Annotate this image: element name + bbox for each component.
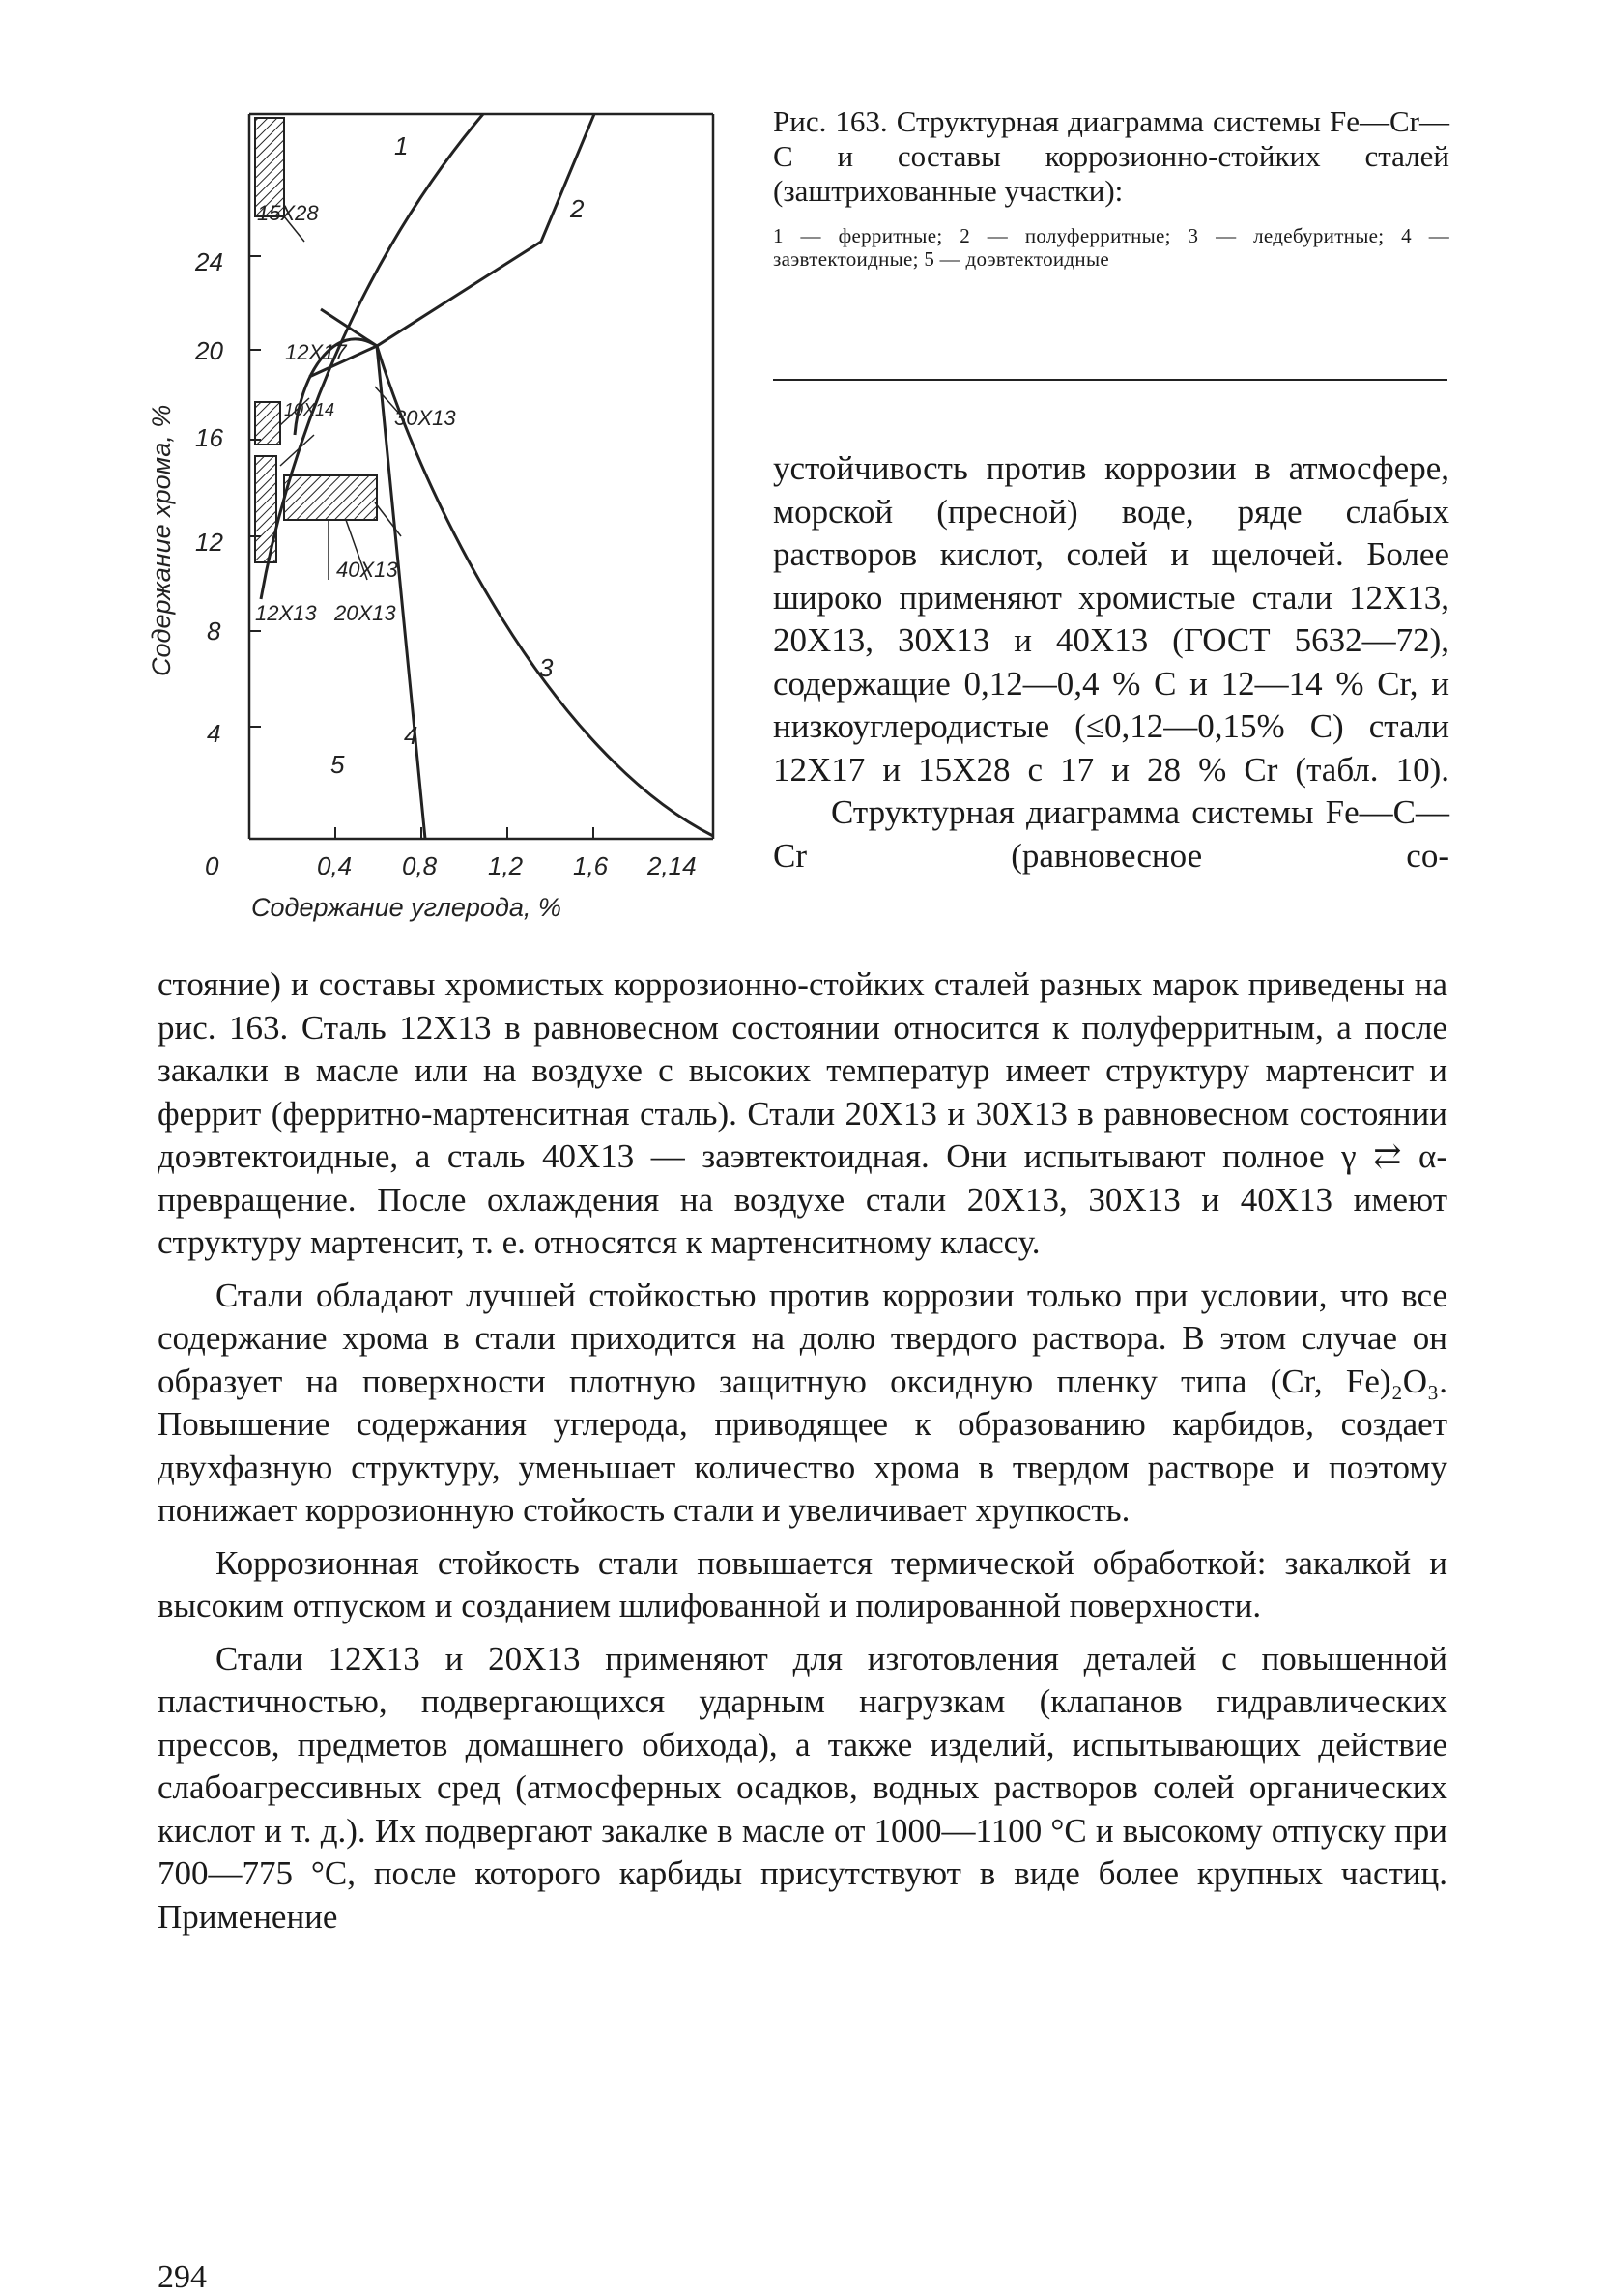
y-axis-label: Содержание хрома, % [147,404,176,676]
paragraph-applications: Стали 12Х13 и 20Х13 применяют для изготовления деталей с повышенной пластичностью, подвергающихся ударным нагрузкам (клапанов гидравлических прессов, предметов домашнего обихода), а также изделий, испытывающих действие слабоагрессивных сред (атмосферных осадков, водных растворов солей органических кислот и т. д.). Их подвергают закалке в масле от 1000—1100 °С и высокому отпуску при 700—775 °С, после которого карбиды присутствуют в виде более крупных частиц. Применение [158,1639,1447,1936]
caption-legend: 1 — ферритные; 2 — полуферритные; 3 — ледебуритные; 4 — заэвтектоидные; 5 — доэвтектоидные [773,224,1449,271]
label-40x13: 40Х13 [336,558,398,582]
label-10x14: 10Х14 [284,400,335,419]
label-15x28: 15Х28 [257,201,319,225]
paragraph-corrosion-resistance: устойчивость против коррозии в атмосфере, морской (пресной) воде, ряде слабых растворов кислот, солей и щелочей. Более широко применяют хромистые стали 12Х13, 20Х13, 30Х13 и 40Х13 (ГОСТ 5632—72), содержащие 0,12—0,4 % С и 12—14 % Cr, и низкоуглеродистые (≤0,12—0,15% C) стали 12Х17 и 15Х28 с 17 и 28 % Cr (табл. 10). [773,449,1449,789]
region-number-3: 3 [539,653,554,682]
area-12x13 [255,456,276,562]
x-tick-0-8: 0,8 [402,851,438,880]
area-10x14 [255,402,280,445]
label-12x13: 12Х13 [255,601,317,625]
area-steel-block [284,475,377,520]
right-column-text [773,447,1449,877]
x-tick-2-14: 2,14 [647,851,697,880]
y-tick-24: 24 [195,247,223,276]
y-tick-4: 4 [207,719,221,748]
x-tick-1-6: 1,6 [573,851,609,880]
y-tick-20: 20 [195,336,223,365]
x-axis-ticks [335,827,593,839]
paragraph-chromium-solid-solution: Стали обладают лучшей стойкостью против коррозии только при условии, что все содержание хрома в стали приходится на долю твердого раствора. В этом случае он образует на поверхности плотную защитную оксидную пленку типа (Cr, Fe)₂O₃. Повышение содержания углерода, приводящее к образованию карбидов, создает двухфазную структуру, уменьшает количество хрома в твердом растворе и поэтому понижает коррозионную стойкость стали и увеличивает хрупкость. [158,1276,1447,1529]
y-tick-16: 16 [195,423,223,452]
caption-divider [773,379,1447,381]
label-30x13: 30Х13 [394,406,456,430]
full-width-text [158,963,1447,1948]
paragraph-structure-diagram-cont: стояние) и составы хромистых коррозионно-стойких сталей разных марок приведены на рис. 163. Сталь 12Х13 в равновесном состоянии относится к полуферритным, а после закалки в масле или на воздухе с высоких температур имеет структуру мартенсит и феррит (ферритно-мартенситная сталь). Стали 20Х13 и 30Х13 в равновесном состоянии доэвтектоидные, а сталь 40Х13 — заэвтектоидная. Они испытывают полное γ ⇄ α-превращение. После охлаждения на воздухе стали 20Х13, 30Х13 и 40Х13 имеют структуру мартенсит, т. е. относятся к мартенситному классу. [158,965,1447,1261]
structure-diagram [135,97,754,966]
page-number: 294 [158,2259,207,2295]
region-number-5: 5 [330,750,345,779]
region-number-1: 1 [394,131,409,160]
x-tick-0: 0 [205,851,219,880]
y-tick-12: 12 [195,528,223,557]
label-20x13: 20Х13 [334,601,396,625]
structure-diagram-figure [135,97,754,966]
paragraph-heat-treatment: Коррозионная стойкость стали повышается термической обработкой: закалкой и высоким отпуском и созданием шлифованной и полированной поверхности. [158,1543,1447,1624]
caption-title: Рис. 163. Структурная диаграмма системы Fe—Cr—C и составы коррозионно-стойких сталей (заштрихованные участки): [773,104,1449,208]
y-tick-8: 8 [207,617,221,646]
paragraph-structure-diagram-start: Структурная диаграмма системы Fe—C—Cr (равновесное со- [773,793,1449,875]
label-12x17: 12Х17 [285,340,347,364]
figure-caption [773,104,1449,271]
region-number-2: 2 [570,194,585,223]
region-number-4: 4 [404,721,418,750]
x-axis-label: Содержание углерода, % [251,893,561,922]
x-tick-0-4: 0,4 [317,851,353,880]
x-tick-1-2: 1,2 [488,851,524,880]
